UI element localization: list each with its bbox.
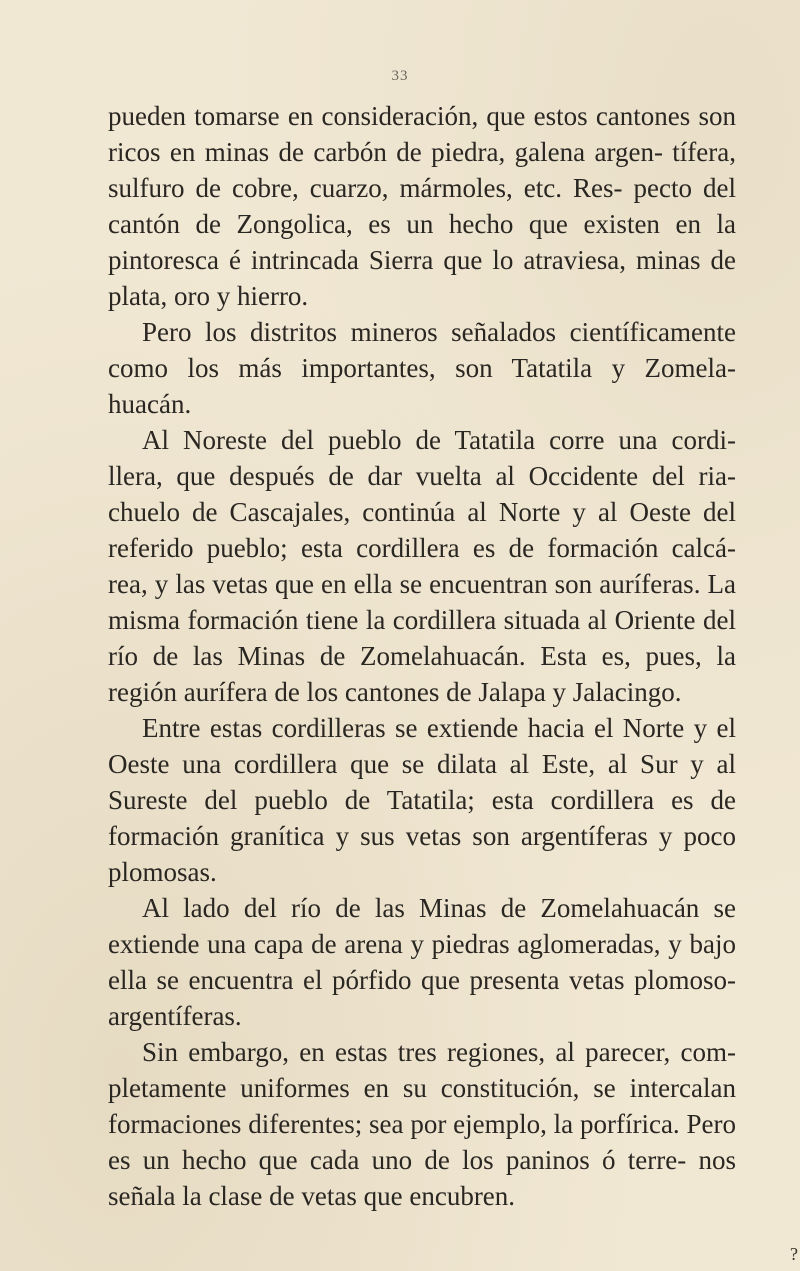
paragraph-2: Pero los distritos mineros señalados científicamente como los más importantes, son Tatatila y Zomela- huacán. — [108, 317, 736, 419]
paragraph-4: Entre estas cordilleras se extiende hacia el Norte y el Oeste una cordillera que se dilata al Este, al Sur y al Sureste del pueblo de Tatatila; esta cordillera es de formación granítica y sus vetas son argentíferas y poco plomosas. — [108, 713, 736, 887]
paragraph-5: Al lado del río de las Minas de Zomelahuacán se extiende una capa de arena y piedras aglomeradas, y bajo ella se encuentra el pórfido que presenta vetas plomoso-argentíferas. — [108, 893, 736, 1031]
paragraph-1: pueden tomarse en consideración, que estos cantones son ricos en minas de carbón de piedra, galena argen- tífera, sulfuro de cobre, cuarzo, mármoles, etc. Res- pecto del cantón de Zongolica, es un hecho que existen en la pintoresca é intrincada Sierra que lo atraviesa, minas de plata, oro y hierro. — [108, 101, 736, 311]
paragraph-3: Al Noreste del pueblo de Tatatila corre una cordi- llera, que después de dar vuelta al Occidente del ria- chuelo de Cascajales, continúa al Norte y al Oeste del referido pueblo; esta cordillera es de formación calcá- rea, y las vetas que en ella se encuentran son auríferas. La misma formación tiene la cordillera situada al Oriente del río de las Minas de Zomelahuacán. Esta es, pues, la región aurífera de los cantones de Jalapa y Jalacingo. — [108, 425, 736, 707]
edge-mark: ? — [790, 1244, 798, 1264]
body-text — [108, 98, 736, 1214]
page-number: 33 — [391, 68, 409, 84]
paragraph-6: Sin embargo, en estas tres regiones, al parecer, com- pletamente uniformes en su constitución, se intercalan formaciones diferentes; sea por ejemplo, la porfírica. Pero es un hecho que cada uno de los paninos ó terre- nos señala la clase de vetas que encubren. — [108, 1037, 736, 1211]
